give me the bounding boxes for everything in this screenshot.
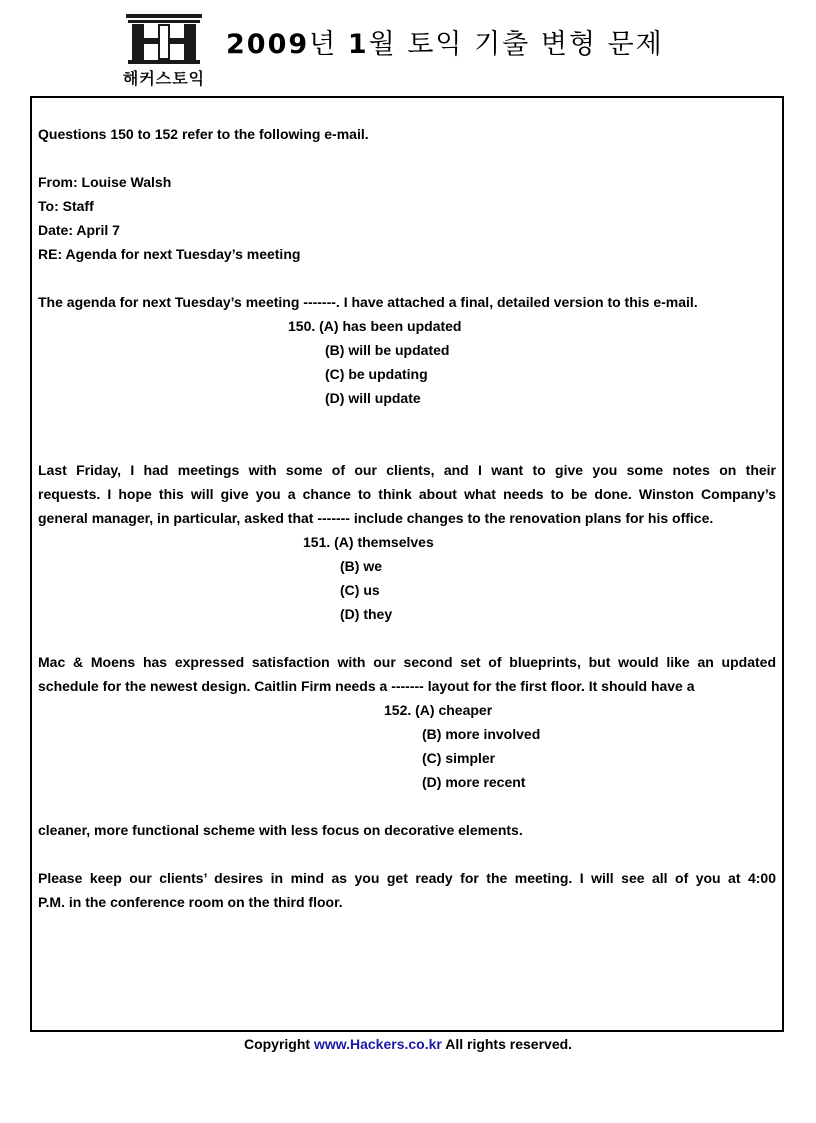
email-to: To: Staff [38, 198, 94, 214]
question-152-option-b: (B) more involved [422, 726, 541, 742]
paragraph-3-line-2: schedule for the newest design. Caitlin Firm needs a ------- layout for the first floor. It should have a [38, 678, 695, 694]
question-151-option-c: (C) us [340, 582, 380, 598]
question-150-option-c: (C) be updating [325, 366, 428, 382]
question-152-option-c: (C) simpler [422, 750, 496, 766]
paragraph-2-line-2: requests. I hope this will give you a chance to think about what needs to be done. Winston Company’s [38, 486, 776, 502]
content-frame [30, 96, 784, 1032]
copyright-prefix: Copyright [243, 1036, 314, 1052]
question-150-option-a: 150. (A) has been updated [288, 318, 462, 334]
question-152-option-d: (D) more recent [422, 774, 526, 790]
paragraph-3 [38, 654, 776, 671]
page-title [226, 22, 664, 61]
paragraph-2-line-1: Last Friday, I had meetings with some of our clients, and I want to give you some notes on their [38, 462, 776, 478]
title-year: 2009 [226, 29, 310, 60]
hackers-link[interactable]: www.Hackers.co.kr [313, 1036, 442, 1052]
paragraph-3-continuation: cleaner, more functional scheme with less focus on decorative elements. [38, 822, 523, 838]
copyright-suffix: All rights reserved. [441, 1036, 573, 1052]
paragraph-4-line-2: P.M. in the conference room on the third floor. [38, 894, 343, 910]
email-from: From: Louise Walsh [38, 174, 172, 190]
hackers-emblem-icon [126, 14, 202, 64]
question-151-option-d: (D) they [340, 606, 393, 622]
logo-text: 해커스토익 [122, 69, 206, 88]
title-year-suffix: 년 [309, 29, 338, 60]
hackers-logo [116, 14, 212, 88]
question-152-option-a: 152. (A) cheaper [384, 702, 493, 718]
question-150-option-d: (D) will update [325, 390, 421, 406]
email-subject: RE: Agenda for next Tuesday’s meeting [38, 246, 301, 262]
copyright-footer [0, 1036, 816, 1052]
question-150-option-b: (B) will be updated [325, 342, 450, 358]
email-date: Date: April 7 [38, 222, 120, 238]
email-intro: Questions 150 to 152 refer to the following e-mail. [38, 126, 369, 142]
paragraph-3-line-1: Mac & Moens has expressed satisfaction with our second set of blueprints, but would like an updated [38, 654, 776, 670]
question-151-option-a: 151. (A) themselves [303, 534, 434, 550]
paragraph-2 [38, 462, 776, 510]
paragraph-2-line-3: general manager, in particular, asked that ------- include changes to the renovation plans for his office. [38, 510, 714, 526]
question-151-option-b: (B) we [340, 558, 382, 574]
paragraph-4 [38, 870, 776, 887]
paragraph-1: The agenda for next Tuesday’s meeting -------. I have attached a final, detailed version to this e-mail. [38, 294, 698, 310]
paragraph-4-line-1: Please keep our clients’ desires in mind as you get ready for the meeting. I will see all of you at 4:00 [38, 870, 776, 886]
title-rest: 토익 기출 변형 문제 [407, 29, 664, 60]
title-month-suffix: 월 [368, 29, 397, 60]
title-month: 1 [347, 29, 369, 60]
